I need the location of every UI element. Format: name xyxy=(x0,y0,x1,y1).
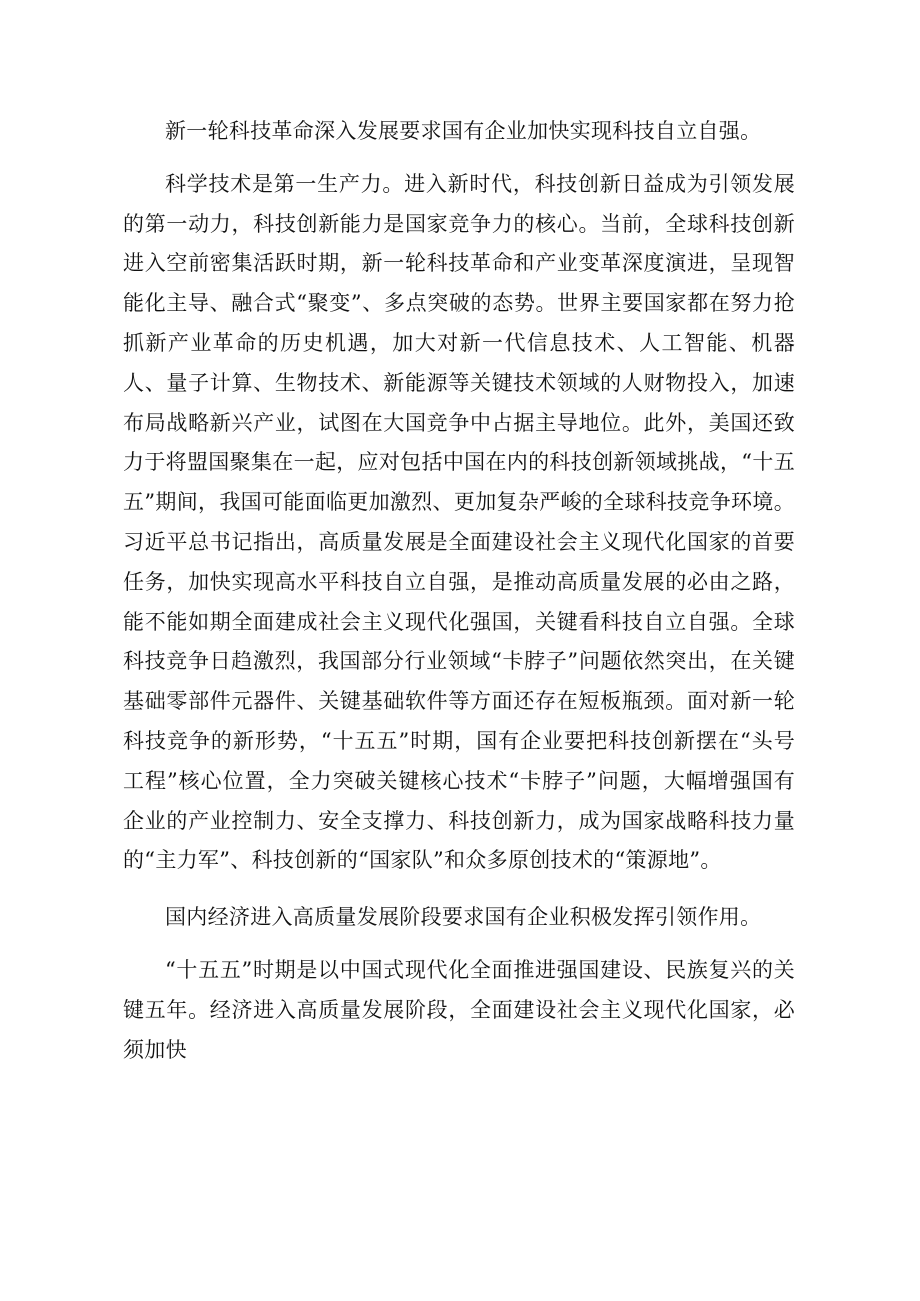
document-body xyxy=(123,112,795,1087)
paragraph-fifteenth-five-year: “十五五”时期是以中国式现代化全面推进强国建设、民族复兴的关键五年。经济进入高质量发展阶段，全面建设社会主义现代化国家，必须加快 xyxy=(123,957,795,1062)
paragraph-tech-innovation: 科学技术是第一生产力。进入新时代，科技创新日益成为引领发展的第一动力，科技创新能力是国家竞争力的核心。当前，全球科技创新进入空前密集活跃时期，新一轮科技革命和产业变革深度演进，呈现智能化主导、融合式“聚变”、多点突破的态势。世界主要国家都在努力抢抓新产业革命的历史机遇，加大对新一代信息技术、人工智能、机器人、量子计算、生物技术、新能源等关键技术领域的人财物投入，加速布局战略新兴产业，试图在大国竞争中占据主导地位。此外，美国还致力于将盟国聚集在一起，应对包括中国在内的科技创新领域挑战，“十五五”期间，我国可能面临更加激烈、更加复杂严峻的全球科技竞争环境。习近平总书记指出，高质量发展是全面建设社会主义现代化国家的首要任务，加快实现高水平科技自立自强，是推动高质量发展的必由之路，能不能如期全面建成社会主义现代化强国，关键看科技自立自强。全球科技竞争日趋激烈，我国部分行业领域“卡脖子”问题依然突出，在关键基础零部件元器件、关键基础软件等方面还存在短板瓶颈。面对新一轮科技竞争的新形势，“十五五”时期，国有企业要把科技创新摆在“头号工程”核心位置，全力突破关键核心技术“卡脖子”问题，大幅增强国有企业的产业控制力、安全支撑力、科技创新力，成为国家战略科技力量的“主力军”、科技创新的“国家队”和众多原创技术的“策源地”。 xyxy=(123,171,795,873)
section-heading-tech-revolution: 新一轮科技革命深入发展要求国有企业加快实现科技自立自强。 xyxy=(165,119,762,143)
section-heading-high-quality-development: 国内经济进入高质量发展阶段要求国有企业积极发挥引领作用。 xyxy=(165,905,762,930)
